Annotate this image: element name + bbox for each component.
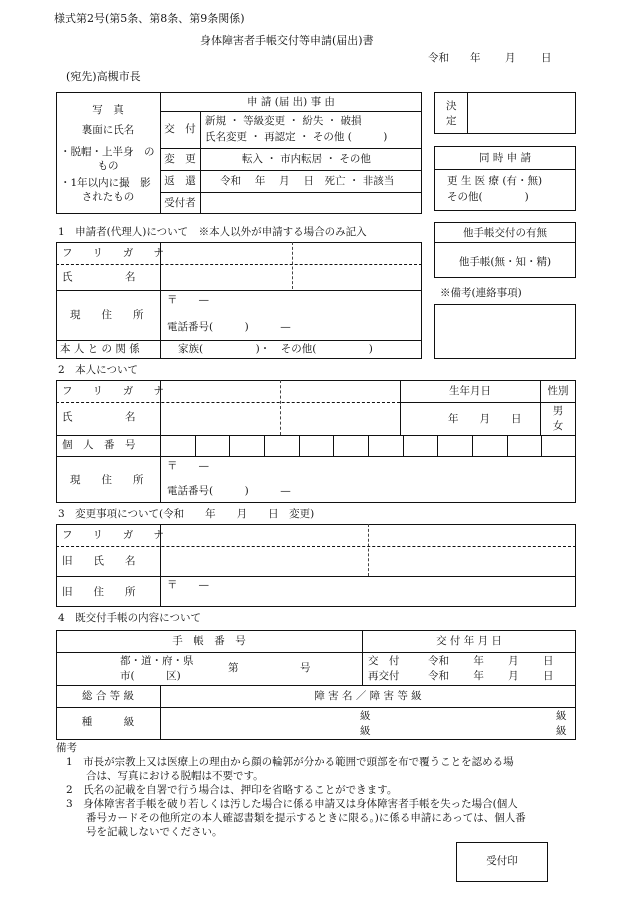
birthdate-header: 生年月日 xyxy=(449,385,491,397)
personal-number-label: 個 人 番 号 xyxy=(62,439,136,451)
note-1a: 1 市長が宗教上又は医療上の理由から顔の輪郭が分かる範囲で頭部を布で覆うことを認める場 xyxy=(66,756,514,768)
grade-kyu-2: 級 xyxy=(360,725,371,737)
type-grade-label: 種 級 xyxy=(81,716,135,728)
note-2: 2 氏名の記載を自署で行う場合は、押印を省略することができます。 xyxy=(66,784,398,796)
sex-header: 性別 xyxy=(547,385,569,397)
simultaneous-medical[interactable]: 更 生 医 療 (有・無) xyxy=(447,175,543,187)
section1-title: 1 申請者(代理人)について ※本人以外が申請する場合のみ記入 xyxy=(58,226,367,238)
reason-header: 申 請 (届 出) 事 由 xyxy=(247,96,335,108)
personal-number-cell-divider xyxy=(437,435,438,456)
note-3c: 号を記載しないでください。 xyxy=(86,826,223,838)
decision-box xyxy=(434,92,576,134)
date-month-label: 月 xyxy=(505,52,516,64)
section2-phone[interactable]: 電話番号( ) — xyxy=(167,485,291,497)
addressee: (宛先)高槻市長 xyxy=(66,70,141,83)
section1-relation-label: 本 人 と の 関 係 xyxy=(60,343,140,355)
decision-label-top: 決 xyxy=(446,100,457,112)
section1-address-label: 現 住 所 xyxy=(70,309,144,321)
handbook-number-header: 手 帳 番 号 xyxy=(172,635,246,647)
disability-header: 障 害 名 ／ 障 害 等 級 xyxy=(314,690,422,702)
other-handbook-options[interactable]: 他手帳(無・知・精) xyxy=(458,256,552,268)
reception-stamp-label: 受付印 xyxy=(486,855,518,867)
section4-title: 4 既交付手帳の内容について xyxy=(58,612,201,624)
old-name-label: 旧 氏 名 xyxy=(62,555,136,567)
reason-return-options[interactable]: 令和 年 月 日 死亡 ・ 非該当 xyxy=(220,175,395,187)
note-1b: 合は、写真における脱帽は不要です。 xyxy=(86,770,264,782)
reissue-date-value[interactable]: 令和 年 月 日 xyxy=(428,670,554,682)
note-3a: 3 身体障害者手帳を破り若しくは汚した場合に係る申請又は身体障害者手帳を失った場合(個人 xyxy=(66,798,518,810)
section2-furigana-label: フ リ ガ ナ xyxy=(62,385,169,397)
personal-number-cell-divider xyxy=(507,435,508,456)
grade-kyu-3: 級 xyxy=(556,710,567,722)
reason-issue-options-2[interactable]: 氏名変更 ・ 再認定 ・ その他 ( ) xyxy=(205,131,388,143)
photo-instruction-5: されたもの xyxy=(81,191,135,203)
photo-title: 写 真 xyxy=(92,104,124,116)
prefecture-options[interactable]: 都・道・府・県 xyxy=(120,655,194,667)
old-address-postal[interactable]: 〒 — xyxy=(167,579,209,591)
city-ward[interactable]: 市( 区) xyxy=(120,670,181,682)
section3-title: 3 変更事項について(令和 年 月 日 変更) xyxy=(58,508,315,520)
reason-return-label: 返 還 xyxy=(164,175,196,187)
photo-instruction-2: ・脱帽・上半身 の xyxy=(60,146,155,158)
reissue-label: 再交付 xyxy=(368,670,400,682)
section1-phone[interactable]: 電話番号( ) — xyxy=(167,321,291,333)
form-number: 様式第2号(第5条、第8条、第9条関係) xyxy=(54,12,245,25)
overall-grade-label: 総 合 等 級 xyxy=(81,690,134,702)
personal-number-cell-divider xyxy=(229,435,230,456)
section2-address-label: 現 住 所 xyxy=(70,474,144,486)
old-address-label: 旧 住 所 xyxy=(62,586,136,598)
section1-furigana-label: フ リ ガ ナ xyxy=(62,247,169,259)
form-title: 身体障害者手帳交付等申請(届出)書 xyxy=(200,34,374,47)
personal-number-cell-divider xyxy=(333,435,334,456)
date-day-label: 日 xyxy=(541,52,552,64)
personal-number-cell-divider xyxy=(299,435,300,456)
simultaneous-other[interactable]: その他( ) xyxy=(447,191,529,203)
date-year-label: 年 xyxy=(470,52,481,64)
reason-issue-options-1[interactable]: 新規 ・ 等級変更 ・ 紛失 ・ 破損 xyxy=(205,115,362,127)
issue-date-header: 交 付 年 月 日 xyxy=(436,635,502,647)
photo-instruction-3: もの xyxy=(97,160,119,172)
birthdate-value[interactable]: 年 月 日 xyxy=(448,413,522,425)
reason-change-options[interactable]: 転入 ・ 市内転居 ・ その他 xyxy=(242,153,371,165)
remarks-contact-box[interactable] xyxy=(434,304,576,359)
handbook-number-go: 号 xyxy=(300,662,311,674)
grade-kyu-4: 級 xyxy=(556,725,567,737)
photo-instruction-1: 裏面に氏名 xyxy=(81,124,135,136)
remarks-contact-label: ※備考(連絡事項) xyxy=(440,287,522,299)
personal-number-cell-divider xyxy=(368,435,369,456)
grade-kyu-1: 級 xyxy=(360,710,371,722)
personal-number-cell-divider xyxy=(264,435,265,456)
receiver-label: 受付者 xyxy=(164,197,196,209)
section1-name-label: 氏 名 xyxy=(62,271,136,283)
note-3b: 番号カードその他所定の本人確認書類を提示するときに限る。)に係る申請にあっては、個人番 xyxy=(86,812,526,824)
section2-postal[interactable]: 〒 — xyxy=(167,460,209,472)
photo-instruction-4: ・1年以内に撮 影 xyxy=(60,177,151,189)
section1-postal[interactable]: 〒 — xyxy=(167,294,209,306)
date-era: 令和 xyxy=(428,52,449,64)
decision-label-bottom: 定 xyxy=(446,115,457,127)
section2-title: 2 本人について xyxy=(58,364,138,376)
simultaneous-header: 同 時 申 請 xyxy=(478,152,531,164)
reason-issue-label: 交 付 xyxy=(164,123,196,135)
notes-title: 備考 xyxy=(56,742,77,754)
sex-male[interactable]: 男 xyxy=(552,405,564,417)
issue-date-value[interactable]: 令和 年 月 日 xyxy=(428,655,554,667)
handbook-number-dai: 第 xyxy=(228,662,239,674)
reason-change-label: 変 更 xyxy=(164,153,196,165)
personal-number-cell-divider xyxy=(195,435,196,456)
issue-label: 交 付 xyxy=(368,655,400,667)
section3-furigana-label: フ リ ガ ナ xyxy=(62,529,169,541)
personal-number-cell-divider xyxy=(541,435,542,456)
section1-relation-options[interactable]: 家族( )・ その他( ) xyxy=(178,343,373,355)
section2-name-label: 氏 名 xyxy=(62,411,136,423)
other-handbook-header: 他手帳交付の有無 xyxy=(463,227,547,239)
personal-number-cell-divider xyxy=(403,435,404,456)
personal-number-cell-divider xyxy=(472,435,473,456)
sex-female[interactable]: 女 xyxy=(552,420,564,432)
